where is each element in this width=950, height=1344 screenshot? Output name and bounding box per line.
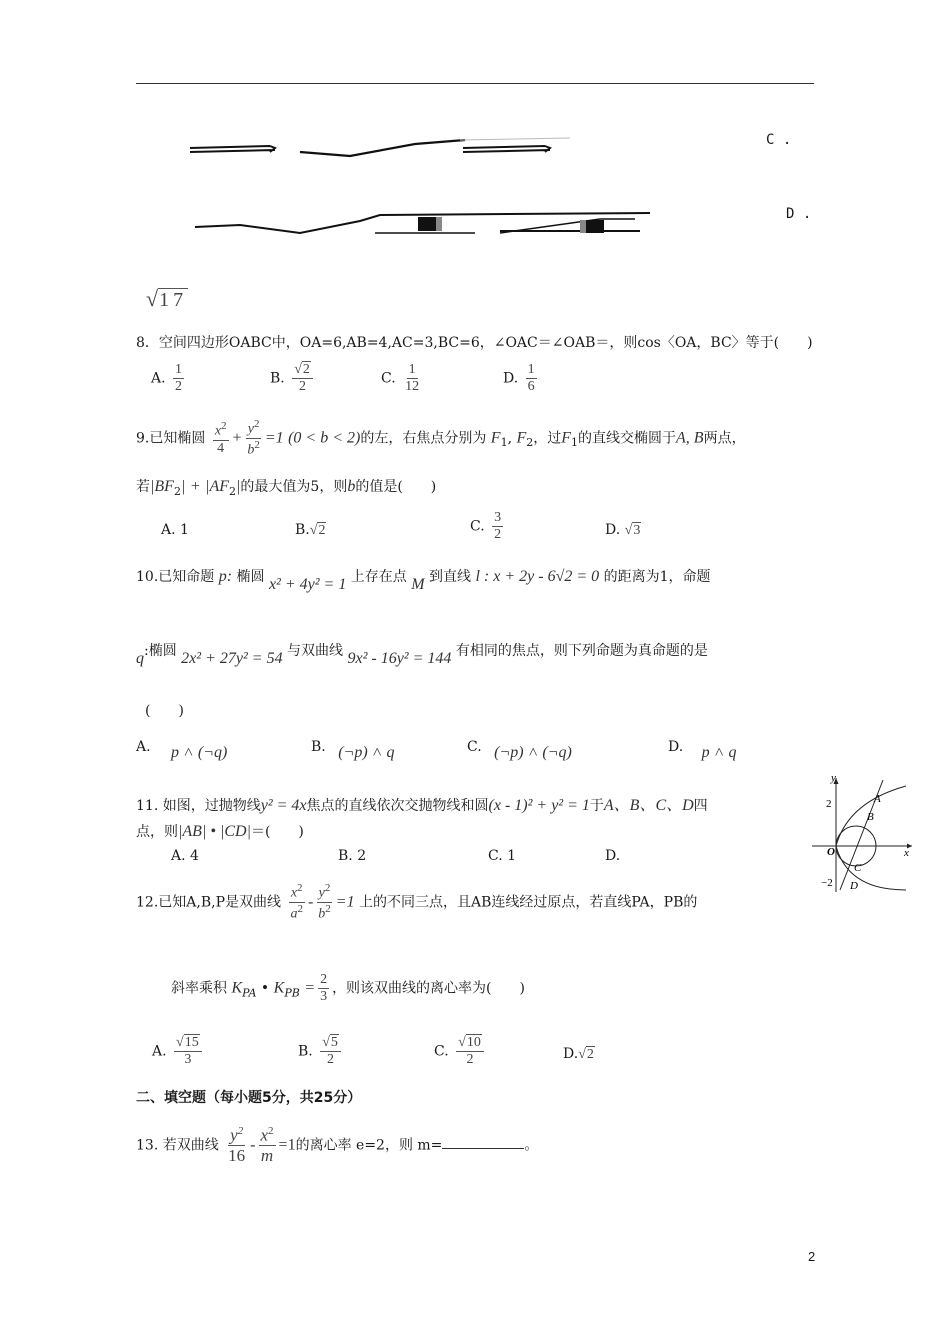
q9-stem-line1: 9.已知椭圆 $\frac{x^2}{4}$ + $\frac{y^2}{b^2}$ =1 (0 < b < 2)的左，右焦点分别为 $F_1$, $F_2$，过$F_1$的直线交椭圆于A, B两点，	[136, 418, 746, 458]
q10-option-c: C. (¬p) ˄ (¬q)	[467, 739, 572, 761]
q12-stem-line2: 斜率乘积 $K_{PA}$ • $K_{PB}$ = $\frac{2}{3}$ ，则该双曲线的离心率为( )	[171, 972, 525, 1005]
q9-option-b: B.√2	[295, 522, 326, 538]
page-number: 2	[808, 1249, 816, 1264]
q8-stem: 8．空间四边形OABC中，OA=6,AB=4,AC=3,BC=6，∠OAC＝∠OAB＝，则cos〈OA，BC〉等于( )	[136, 335, 813, 351]
section-2-heading: 二、填空题（每小题5分，共25分）	[136, 1090, 362, 1106]
sqrt17-fragment: √17	[146, 286, 188, 311]
q11-option-c: C. 1	[488, 848, 517, 864]
q9-option-c: C. $\frac{3}{2}$	[470, 510, 502, 543]
q12-option-d: D.√2	[563, 1046, 594, 1062]
q13-stem: 13. 若双曲线 $\frac{y^2}{16}$ - $\frac{x^2}{m}$ =1的离心率 e=2，则 m= 。	[136, 1125, 539, 1166]
garbled-option-c-image	[185, 130, 585, 170]
q9-stem-line2: 若$|BF_2| + |AF_2|$的最大值为5，则b的值是( )	[136, 478, 437, 498]
q8-option-a: A. $\frac{1}{2}$	[151, 362, 183, 395]
fig-point-d: D	[850, 880, 858, 892]
q12-option-c: C. $\frac{√10}{2}$	[434, 1035, 487, 1068]
fig-point-b: B	[867, 811, 874, 823]
fig-y-label: y	[831, 772, 836, 784]
garbled-option-d-image	[190, 205, 650, 240]
fig-point-c: C	[854, 862, 862, 874]
fig-origin-label: O	[827, 846, 835, 858]
fig-tick-neg2: −2	[821, 877, 833, 889]
q8-option-d: D. $\frac{1}{6}$	[503, 362, 535, 395]
q12-stem-line1: 12.已知A,B,P是双曲线 $\frac{x^2}{a^2}$ - $\frac{y^2}{b^2}$ =1 上的不同三点，且AB连线经过原点，若直线PA，PB的	[136, 882, 698, 922]
fig-x-label: x	[904, 847, 909, 859]
q13-answer-blank[interactable]	[442, 1134, 524, 1149]
q11-stem-line1: 11. 如图，过抛物线y² = 4x焦点的直线依次交抛物线和圆(x - 1)² + y² = 1于A、B、C、D四	[136, 797, 708, 814]
q11-option-a: A. 4	[171, 848, 199, 864]
q12-option-b: B. $\frac{√5}{2}$	[298, 1035, 344, 1068]
option-d-label: D .	[786, 206, 812, 222]
q10-option-d: D. p ˄ q	[668, 739, 737, 761]
fig-tick-2: 2	[826, 798, 832, 810]
header-rule	[136, 83, 814, 84]
q9-option-a: A. 1	[161, 522, 189, 538]
q9-option-d: D. √3	[605, 522, 641, 538]
q11-option-d: D.	[605, 848, 621, 864]
q12-option-a: A. $\frac{√15}{3}$	[152, 1035, 205, 1068]
q10-stem-line2: q:椭圆 2x² + 27y² = 54 与双曲线 9x² - 16y² = 144 有相同的焦点，则下列命题为真命题的是	[136, 643, 708, 667]
q8-option-c: C. $\frac{1}{12}$	[381, 362, 420, 395]
q10-paren: ( )	[145, 703, 184, 719]
fig-point-a: A	[874, 793, 881, 805]
q10-option-a: A. p ˄ (¬q)	[136, 739, 228, 761]
parabola-circle-figure	[808, 772, 918, 897]
option-c-label: C .	[766, 132, 792, 148]
q10-stem-line1: 10.已知命题 p: 椭圆 x² + 4y² = 1 上存在点 M 到直线 l : x + 2y - 6√2 = 0 的距离为1，命题	[136, 568, 711, 593]
q8-option-b: B. $\frac{√2}{2}$	[270, 362, 316, 395]
q11-stem-line2: 点，则|AB| • |CD|＝( )	[136, 823, 304, 840]
q10-option-b: B. (¬p) ˄ q	[311, 739, 395, 761]
q11-option-b: B. 2	[338, 848, 367, 864]
